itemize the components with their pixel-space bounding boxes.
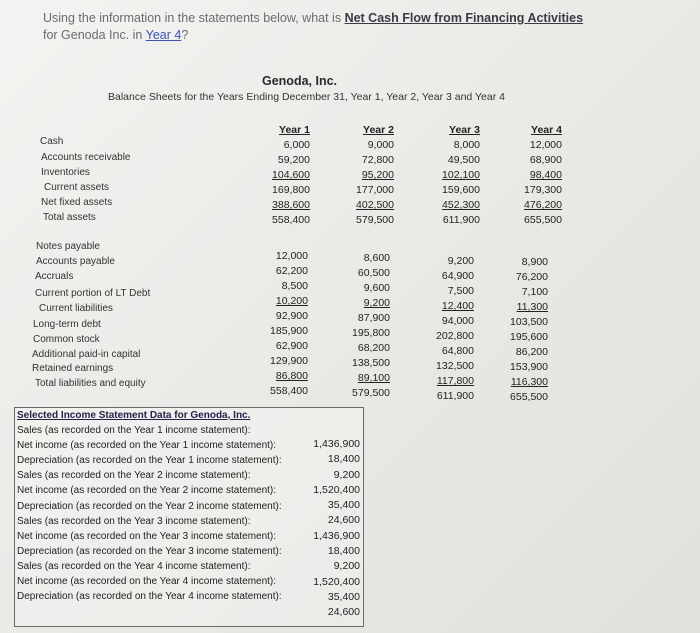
year1-net-fixed-assets: 388,600	[272, 199, 310, 211]
income-value-1: 1,436,900	[313, 438, 360, 450]
income-label-4: Sales (as recorded on the Year 2 income statement):	[17, 470, 251, 482]
question-year-link[interactable]: Year 4	[145, 28, 182, 42]
income-value-9: 9,200	[333, 560, 360, 573]
year2-retained-earnings: 89,100	[357, 372, 390, 384]
year3-header: Year 3	[449, 124, 480, 136]
year1-header: Year 1	[279, 124, 310, 136]
year3-cash: 8,000	[453, 139, 480, 151]
label-current-portion-lt-debt: Current portion of LT Debt	[35, 288, 151, 299]
income-label-12: Depreciation (as recorded on the Year 4 income statement):	[17, 591, 282, 603]
year2-notes-payable: 8,600	[363, 252, 390, 264]
year3-long-term-debt: 202,800	[436, 330, 474, 342]
year1-accounts-payable: 62,200	[275, 265, 308, 277]
year2-apic: 138,500	[352, 357, 390, 369]
year1-retained-earnings: 86,800	[275, 370, 308, 382]
year2-receivables: 72,800	[361, 154, 394, 166]
question-prefix: Using the information in the statements below, what is	[43, 11, 342, 25]
year4-assets-column	[502, 123, 562, 228]
year2-accounts-payable: 60,500	[357, 267, 390, 279]
year4-retained-earnings: 116,300	[510, 376, 548, 388]
year4-cash: 12,000	[529, 139, 562, 151]
year2-total-assets: 579,500	[356, 214, 394, 226]
year4-current-assets: 179,300	[524, 184, 562, 196]
year3-liabilities-column	[414, 254, 474, 404]
label-inventories: Inventories	[41, 167, 90, 178]
income-value-6: 24,600	[327, 514, 360, 527]
year2-liabilities-column	[330, 251, 390, 401]
income-label-8: Net income (as recorded on the Year 3 income statement):	[17, 530, 277, 542]
year4-total-liabilities-equity: 655,500	[510, 391, 548, 403]
year3-receivables: 49,500	[447, 154, 480, 166]
year1-receivables: 59,200	[277, 154, 310, 166]
income-label-7: Sales (as recorded on the Year 3 income statement):	[17, 515, 251, 527]
year1-common-stock: 62,900	[275, 340, 308, 352]
label-additional-paid-in-capital: Additional paid-in capital	[32, 349, 141, 360]
year1-total-liabilities-equity: 558,400	[270, 385, 308, 397]
label-common-stock: Common stock	[33, 334, 100, 345]
question-text	[43, 10, 583, 44]
income-label-3: Depreciation (as recorded on the Year 1 income statement):	[17, 455, 282, 467]
income-label-1: Sales (as recorded on the Year 1 income statement):	[17, 425, 251, 437]
year2-common-stock: 68,200	[357, 342, 390, 354]
year1-total-assets: 558,400	[272, 214, 310, 226]
year2-net-fixed-assets: 402,500	[356, 199, 394, 211]
year1-notes-payable: 12,000	[275, 250, 308, 262]
income-value-5: 35,400	[327, 499, 360, 512]
year2-inventories: 95,200	[361, 169, 394, 181]
income-value-11: 35,400	[327, 590, 360, 603]
year3-accounts-payable: 64,900	[441, 270, 474, 282]
year1-accruals: 8,500	[281, 280, 308, 292]
year4-notes-payable: 8,900	[521, 256, 548, 268]
income-value-10: 1,520,400	[313, 575, 360, 588]
income-value-8: 18,400	[327, 545, 360, 558]
income-label-11: Net income (as recorded on the Year 4 income statement):	[17, 576, 277, 588]
year2-header: Year 2	[363, 124, 394, 136]
year1-apic: 129,900	[270, 355, 308, 367]
year4-liabilities-column	[488, 255, 548, 405]
year4-inventories: 98,400	[529, 169, 562, 181]
income-value-12: 24,600	[327, 606, 360, 619]
year4-long-term-debt: 195,600	[510, 331, 548, 343]
year4-receivables: 68,900	[529, 154, 562, 166]
year4-apic: 153,900	[510, 361, 548, 373]
year3-accruals: 7,500	[447, 285, 474, 297]
year3-assets-column	[420, 123, 480, 228]
year3-current-assets: 159,600	[442, 184, 480, 196]
income-labels	[17, 408, 282, 604]
year1-liabilities-column	[248, 249, 308, 399]
year3-apic: 132,500	[436, 360, 474, 372]
year3-inventories: 102,100	[442, 169, 480, 181]
year3-total-assets: 611,900	[442, 214, 480, 226]
income-value-3: 9,200	[333, 468, 360, 481]
year1-current-liabilities: 92,900	[275, 310, 308, 322]
income-label-6: Depreciation (as recorded on the Year 2 income statement):	[17, 500, 282, 512]
label-net-fixed-assets: Net fixed assets	[41, 197, 113, 208]
balance-sheet-title: Balance Sheets for the Years Ending December 31, Year 1, Year 2, Year 3 and Year 4	[108, 91, 505, 103]
year2-long-term-debt: 195,800	[352, 327, 390, 339]
year3-current-lt-debt: 12,400	[441, 300, 474, 312]
year4-current-lt-debt: 11,300	[516, 301, 548, 313]
year3-retained-earnings: 117,800	[436, 375, 474, 387]
label-current-assets: Current assets	[44, 182, 110, 193]
income-label-2: Net income (as recorded on the Year 1 income statement):	[17, 440, 277, 452]
income-value-7: 1,436,900	[313, 529, 360, 542]
income-value-2: 18,400	[327, 453, 360, 466]
label-current-liabilities: Current liabilities	[39, 303, 113, 314]
income-label-5: Net income (as recorded on the Year 2 income statement):	[17, 485, 277, 497]
year2-cash: 9,000	[367, 139, 394, 151]
year4-header: Year 4	[531, 124, 562, 136]
year3-common-stock: 64,800	[441, 345, 474, 357]
year4-current-liabilities: 103,500	[510, 316, 548, 328]
question-suffix: ?	[181, 28, 189, 42]
year4-common-stock: 86,200	[515, 346, 548, 358]
year1-current-assets: 169,800	[272, 184, 310, 196]
year4-total-assets: 655,500	[524, 214, 562, 226]
income-value-4: 1,520,400	[313, 483, 360, 496]
year4-accruals: 7,100	[521, 286, 548, 298]
year2-current-lt-debt: 9,200	[363, 297, 390, 309]
label-long-term-debt: Long-term debt	[33, 319, 101, 330]
label-total-assets: Total assets	[43, 212, 96, 223]
label-accounts-payable: Accounts payable	[36, 256, 115, 267]
year2-accruals: 9,600	[363, 282, 390, 294]
year4-accounts-payable: 76,200	[515, 271, 548, 283]
question-line2: for Genoda Inc. in	[43, 28, 143, 42]
year1-long-term-debt: 185,900	[270, 325, 308, 337]
year4-net-fixed-assets: 476,200	[524, 199, 562, 211]
year2-assets-column	[334, 123, 394, 228]
year1-cash: 6,000	[283, 139, 310, 151]
year3-total-liabilities-equity: 611,900	[436, 390, 474, 402]
income-header: Selected Income Statement Data for Genoda, Inc.	[17, 410, 251, 421]
year3-current-liabilities: 94,000	[441, 315, 474, 327]
label-cash: Cash	[40, 136, 64, 147]
company-name: Genoda, Inc.	[262, 74, 338, 88]
year2-current-assets: 177,000	[356, 184, 394, 196]
question-highlight: Net Cash Flow from Financing Activities	[344, 11, 584, 25]
year3-net-fixed-assets: 452,300	[442, 199, 480, 211]
year2-current-liabilities: 87,900	[357, 312, 390, 324]
label-retained-earnings: Retained earnings	[32, 363, 114, 374]
label-accounts-receivable: Accounts receivable	[41, 152, 131, 163]
year3-notes-payable: 9,200	[447, 255, 474, 267]
income-label-10: Sales (as recorded on the Year 4 income statement):	[17, 560, 251, 572]
year1-assets-column	[250, 123, 310, 228]
label-accruals: Accruals	[35, 271, 74, 282]
year1-current-lt-debt: 10,200	[275, 295, 308, 307]
year1-inventories: 104,600	[272, 169, 310, 181]
income-values	[296, 437, 360, 621]
year2-total-liabilities-equity: 579,500	[352, 387, 390, 399]
income-label-9: Depreciation (as recorded on the Year 3 income statement):	[17, 545, 282, 557]
label-total-liabilities-equity: Total liabilities and equity	[35, 378, 146, 389]
label-notes-payable: Notes payable	[36, 241, 100, 252]
